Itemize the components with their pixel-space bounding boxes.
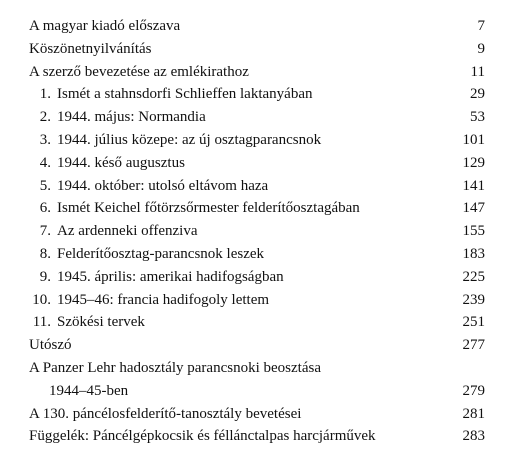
toc-entry-page: 11: [470, 63, 485, 80]
toc-entry-page: 101: [462, 131, 485, 148]
toc-entry: [29, 425, 485, 448]
toc-entry: [29, 152, 485, 175]
toc-entry-title: A 130. páncélosfelderítő-tanosztály bevetései: [29, 405, 302, 422]
toc-entry-number: 10.: [32, 291, 51, 308]
toc-entry-number: 3.: [39, 131, 51, 148]
toc-entry-title: Ismét a stahnsdorfi Schlieffen laktanyában: [57, 86, 313, 103]
toc-entry: [29, 357, 485, 380]
toc-entry-page: 155: [462, 223, 485, 240]
toc-entry: [29, 220, 485, 243]
toc-entry: [29, 61, 485, 84]
toc-entry-number: 4.: [39, 154, 51, 171]
toc-entry-page: 183: [462, 245, 485, 262]
toc-entry-number: 9.: [39, 268, 51, 285]
toc-entry-page: 225: [462, 268, 485, 285]
toc-entry: [29, 243, 485, 266]
toc-entry-title: Az ardenneki offenziva: [57, 223, 198, 240]
toc-entry: [29, 266, 485, 289]
toc-entry-page: 277: [462, 337, 485, 354]
toc-entry-title: 1944. május: Normandia: [57, 109, 206, 126]
toc-entry-page: 129: [462, 154, 485, 171]
toc-entry-page: 53: [470, 109, 485, 126]
toc-entry-title: A magyar kiadó előszava: [29, 18, 181, 34]
toc-entry-page: 251: [462, 314, 485, 331]
toc-entry-number: 2.: [39, 109, 51, 126]
toc-entry-title: Függelék: Páncélgépkocsik és féllánctalpas harcjárművek: [29, 428, 376, 445]
toc-entry-title: Felderítőosztag-parancsnok leszek: [57, 245, 265, 262]
toc-entry-title: 1945. április: amerikai hadifogságban: [57, 268, 284, 285]
toc-entry-title: Szökési tervek: [57, 314, 145, 331]
toc-entry-page: 147: [462, 200, 485, 217]
toc-entry: [29, 403, 485, 426]
toc-entry-page: 9: [477, 40, 485, 57]
toc-entry-number: 7.: [39, 223, 51, 240]
toc-entry-page: 29: [470, 86, 485, 103]
toc-entry: [29, 129, 485, 152]
toc-entry-number: 11.: [32, 314, 51, 331]
toc-entry: [29, 38, 485, 61]
toc-entry-title: A szerző bevezetése az emlékirathoz: [29, 63, 249, 80]
toc-entry-title: Utószó: [29, 337, 72, 354]
toc-entry-page: 283: [462, 428, 485, 445]
toc-entry-title: 1944. késő augusztus: [57, 154, 185, 171]
toc-entry: [29, 334, 485, 357]
toc-entry: [29, 175, 485, 198]
toc-entry-number: 5.: [39, 177, 51, 194]
toc-entry: [29, 289, 485, 312]
toc-entry-title: 1944. július közepe: az új osztagparancsnok: [57, 131, 322, 148]
toc-entry: [29, 197, 485, 220]
toc-entry: [29, 83, 485, 106]
toc-entry: [29, 106, 485, 129]
toc-entry-page: 281: [462, 405, 485, 422]
toc-entry-page: 141: [462, 177, 485, 194]
toc-entry-continuation: [29, 380, 485, 403]
toc-entry-number: 8.: [39, 245, 51, 262]
toc-entry-title: Köszönetnyilvánítás: [29, 40, 152, 57]
toc-entry-title: Ismét Keichel főtörzsőrmester felderítőosztagában: [57, 200, 360, 217]
toc-entry-page: 279: [462, 382, 485, 399]
toc-entry-title: 1944. október: utolsó eltávom haza: [57, 177, 269, 194]
toc-entry-title: 1945–46: francia hadifogoly lettem: [57, 291, 270, 308]
toc-entry-number: 6.: [39, 200, 51, 217]
toc-entry-title: 1944–45-ben: [49, 382, 129, 399]
toc-entry-number: 1.: [39, 86, 51, 103]
table-of-contents: [29, 15, 485, 448]
toc-entry: [29, 311, 485, 334]
toc-entry-page: 239: [462, 291, 485, 308]
toc-entry: [29, 15, 485, 38]
toc-entry-page: 7: [477, 18, 485, 34]
toc-entry-title: A Panzer Lehr hadosztály parancsnoki beosztása: [29, 359, 321, 376]
